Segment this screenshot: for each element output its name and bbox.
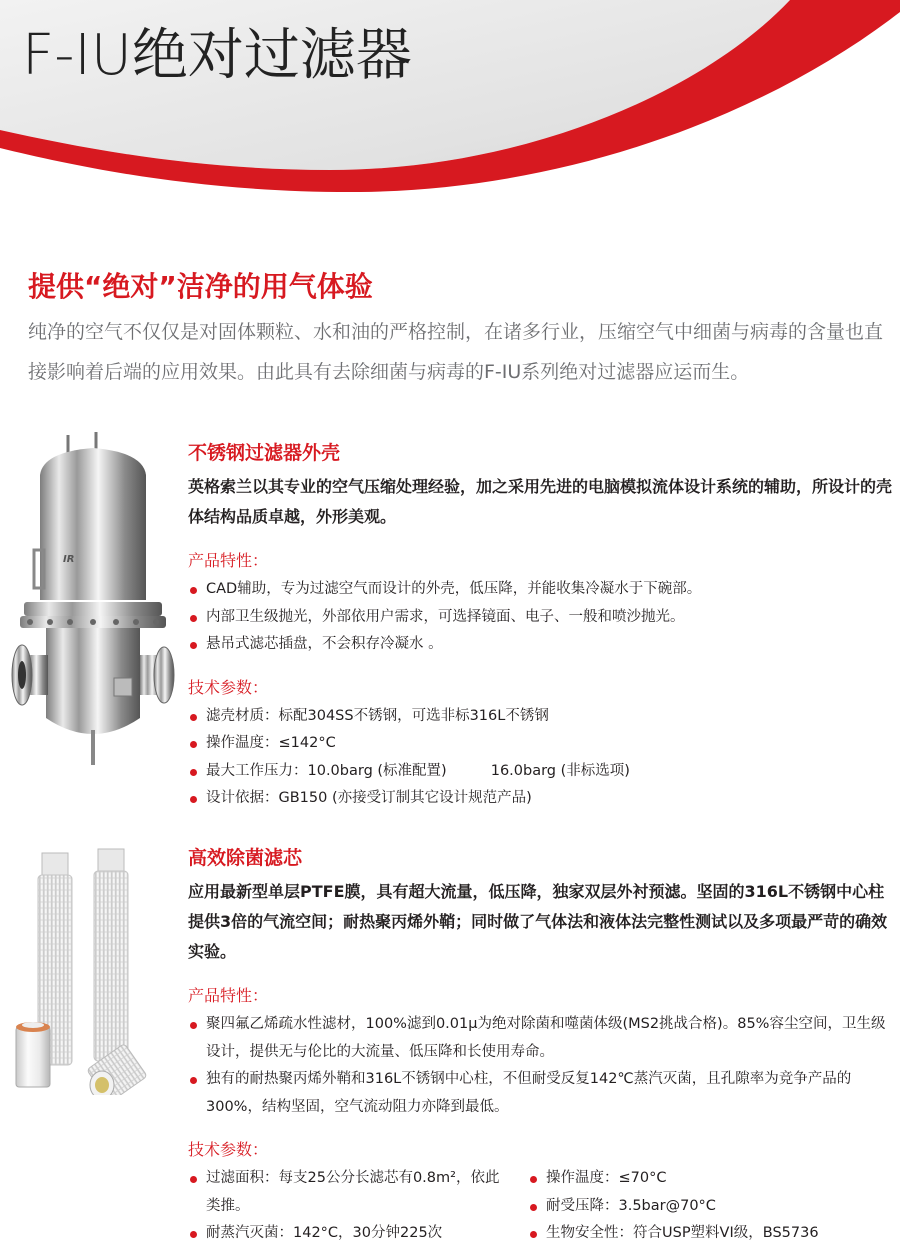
- list-item: 独有的耐热聚丙烯外鞘和316L不锈钢中心柱，不但耐受反复142℃蒸汽灭菌，且孔隙率为竞争产品的300%，结构坚固，空气流动阻力亦降到最低。: [188, 1066, 892, 1121]
- bullet-icon: [190, 615, 197, 622]
- brand-mark: IR: [63, 554, 75, 565]
- bullet-icon: [190, 1077, 197, 1084]
- cartridge-section: [188, 845, 892, 1248]
- filter-housing-image: [8, 430, 178, 775]
- cartridge-specs: [188, 1165, 892, 1248]
- bullet-icon: [190, 1022, 197, 1029]
- cartridge-features-title: 产品特性：: [188, 986, 269, 1005]
- bullet-icon: [190, 642, 197, 649]
- cartridge-specs-right: [528, 1165, 892, 1248]
- housing-specs-title: 技术参数：: [188, 677, 269, 697]
- bullet-icon: [190, 741, 197, 748]
- list-item: 操作温度：≤70°C: [528, 1165, 892, 1193]
- bullet-icon: [190, 1176, 197, 1183]
- list-item: 耐受压降：3.5bar@70°C: [528, 1193, 892, 1221]
- cartridge-title: 高效除菌滤芯: [188, 847, 303, 869]
- housing-section: [188, 440, 892, 813]
- cartridge-features-list: [188, 1011, 892, 1121]
- housing-specs-list: [188, 703, 892, 813]
- housing-title: 不锈钢过滤器外壳: [188, 442, 341, 464]
- bullet-icon: [190, 587, 197, 594]
- cartridge-specs-title: 技术参数：: [188, 1140, 269, 1159]
- list-item: 内部卫生级抛光，外部依用户需求，可选择镜面、电子、一般和喷沙抛光。: [188, 604, 892, 632]
- bullet-icon: [190, 714, 197, 721]
- page-title: F-IU绝对过滤器: [22, 23, 412, 88]
- bullet-icon: [190, 796, 197, 803]
- list-item: 滤壳材质：标配304SS不锈钢，可选非标316L不锈钢: [188, 703, 892, 731]
- list-item: 生物安全性：符合USP塑料VI级，BS5736: [528, 1220, 892, 1248]
- intro-heading: 提供“绝对”洁净的用气体验: [28, 270, 373, 303]
- housing-description: 英格索兰以其专业的空气压缩处理经验，加之采用先进的电脑模拟流体设计系统的辅助，所设计的壳体结构品质卓越，外形美观。: [188, 477, 893, 526]
- list-item: 耐蒸汽灭菌：142°C，30分钟225次: [188, 1220, 528, 1248]
- intro-text: 纯净的空气不仅仅是对固体颗粒、水和油的严格控制，在诸多行业，压缩空气中细菌与病毒的含量也直接影响着后端的应用效果。由此具有去除细菌与病毒的F-IU系列绝对过滤器应运而生。: [28, 321, 884, 383]
- cartridge-description: 应用最新型单层PTFE膜，具有超大流量，低压降，独家双层外衬预滤。坚固的316L不锈钢中心柱提供3倍的气流空间；耐热聚丙烯外鞘；同时做了气体法和液体法完整性测试以及多项最严苛的确效实验。: [188, 882, 888, 961]
- cartridge-specs-left: [188, 1165, 528, 1248]
- bullet-icon: [530, 1204, 537, 1211]
- bullet-icon: [530, 1231, 537, 1238]
- bullet-icon: [530, 1176, 537, 1183]
- housing-features-title: 产品特性：: [188, 551, 269, 570]
- list-item: 过滤面积：每支25公分长滤芯有0.8m²，依此类推。: [188, 1165, 506, 1220]
- list-item: 设计依据：GB150 (亦接受订制其它设计规范产品): [188, 785, 892, 813]
- bullet-icon: [190, 769, 197, 776]
- list-item: 操作温度：≤142°C: [188, 730, 892, 758]
- housing-features-list: [188, 576, 892, 659]
- list-item: 最大工作压力：10.0barg (标准配置) 16.0barg (非标选项): [188, 758, 892, 786]
- list-item: CAD辅助，专为过滤空气而设计的外壳，低压降，并能收集冷凝水于下碗部。: [188, 576, 892, 604]
- list-item: 悬吊式滤芯插盘，不会积存冷凝水 。: [188, 631, 892, 659]
- bullet-icon: [190, 1231, 197, 1238]
- filter-cartridge-image: [12, 845, 180, 1095]
- list-item: 聚四氟乙烯疏水性滤材，100%滤到0.01μ为绝对除菌和噬菌体级(MS2挑战合格)。85%容尘空间，卫生级设计，提供无与伦比的大流量、低压降和长使用寿命。: [188, 1011, 892, 1066]
